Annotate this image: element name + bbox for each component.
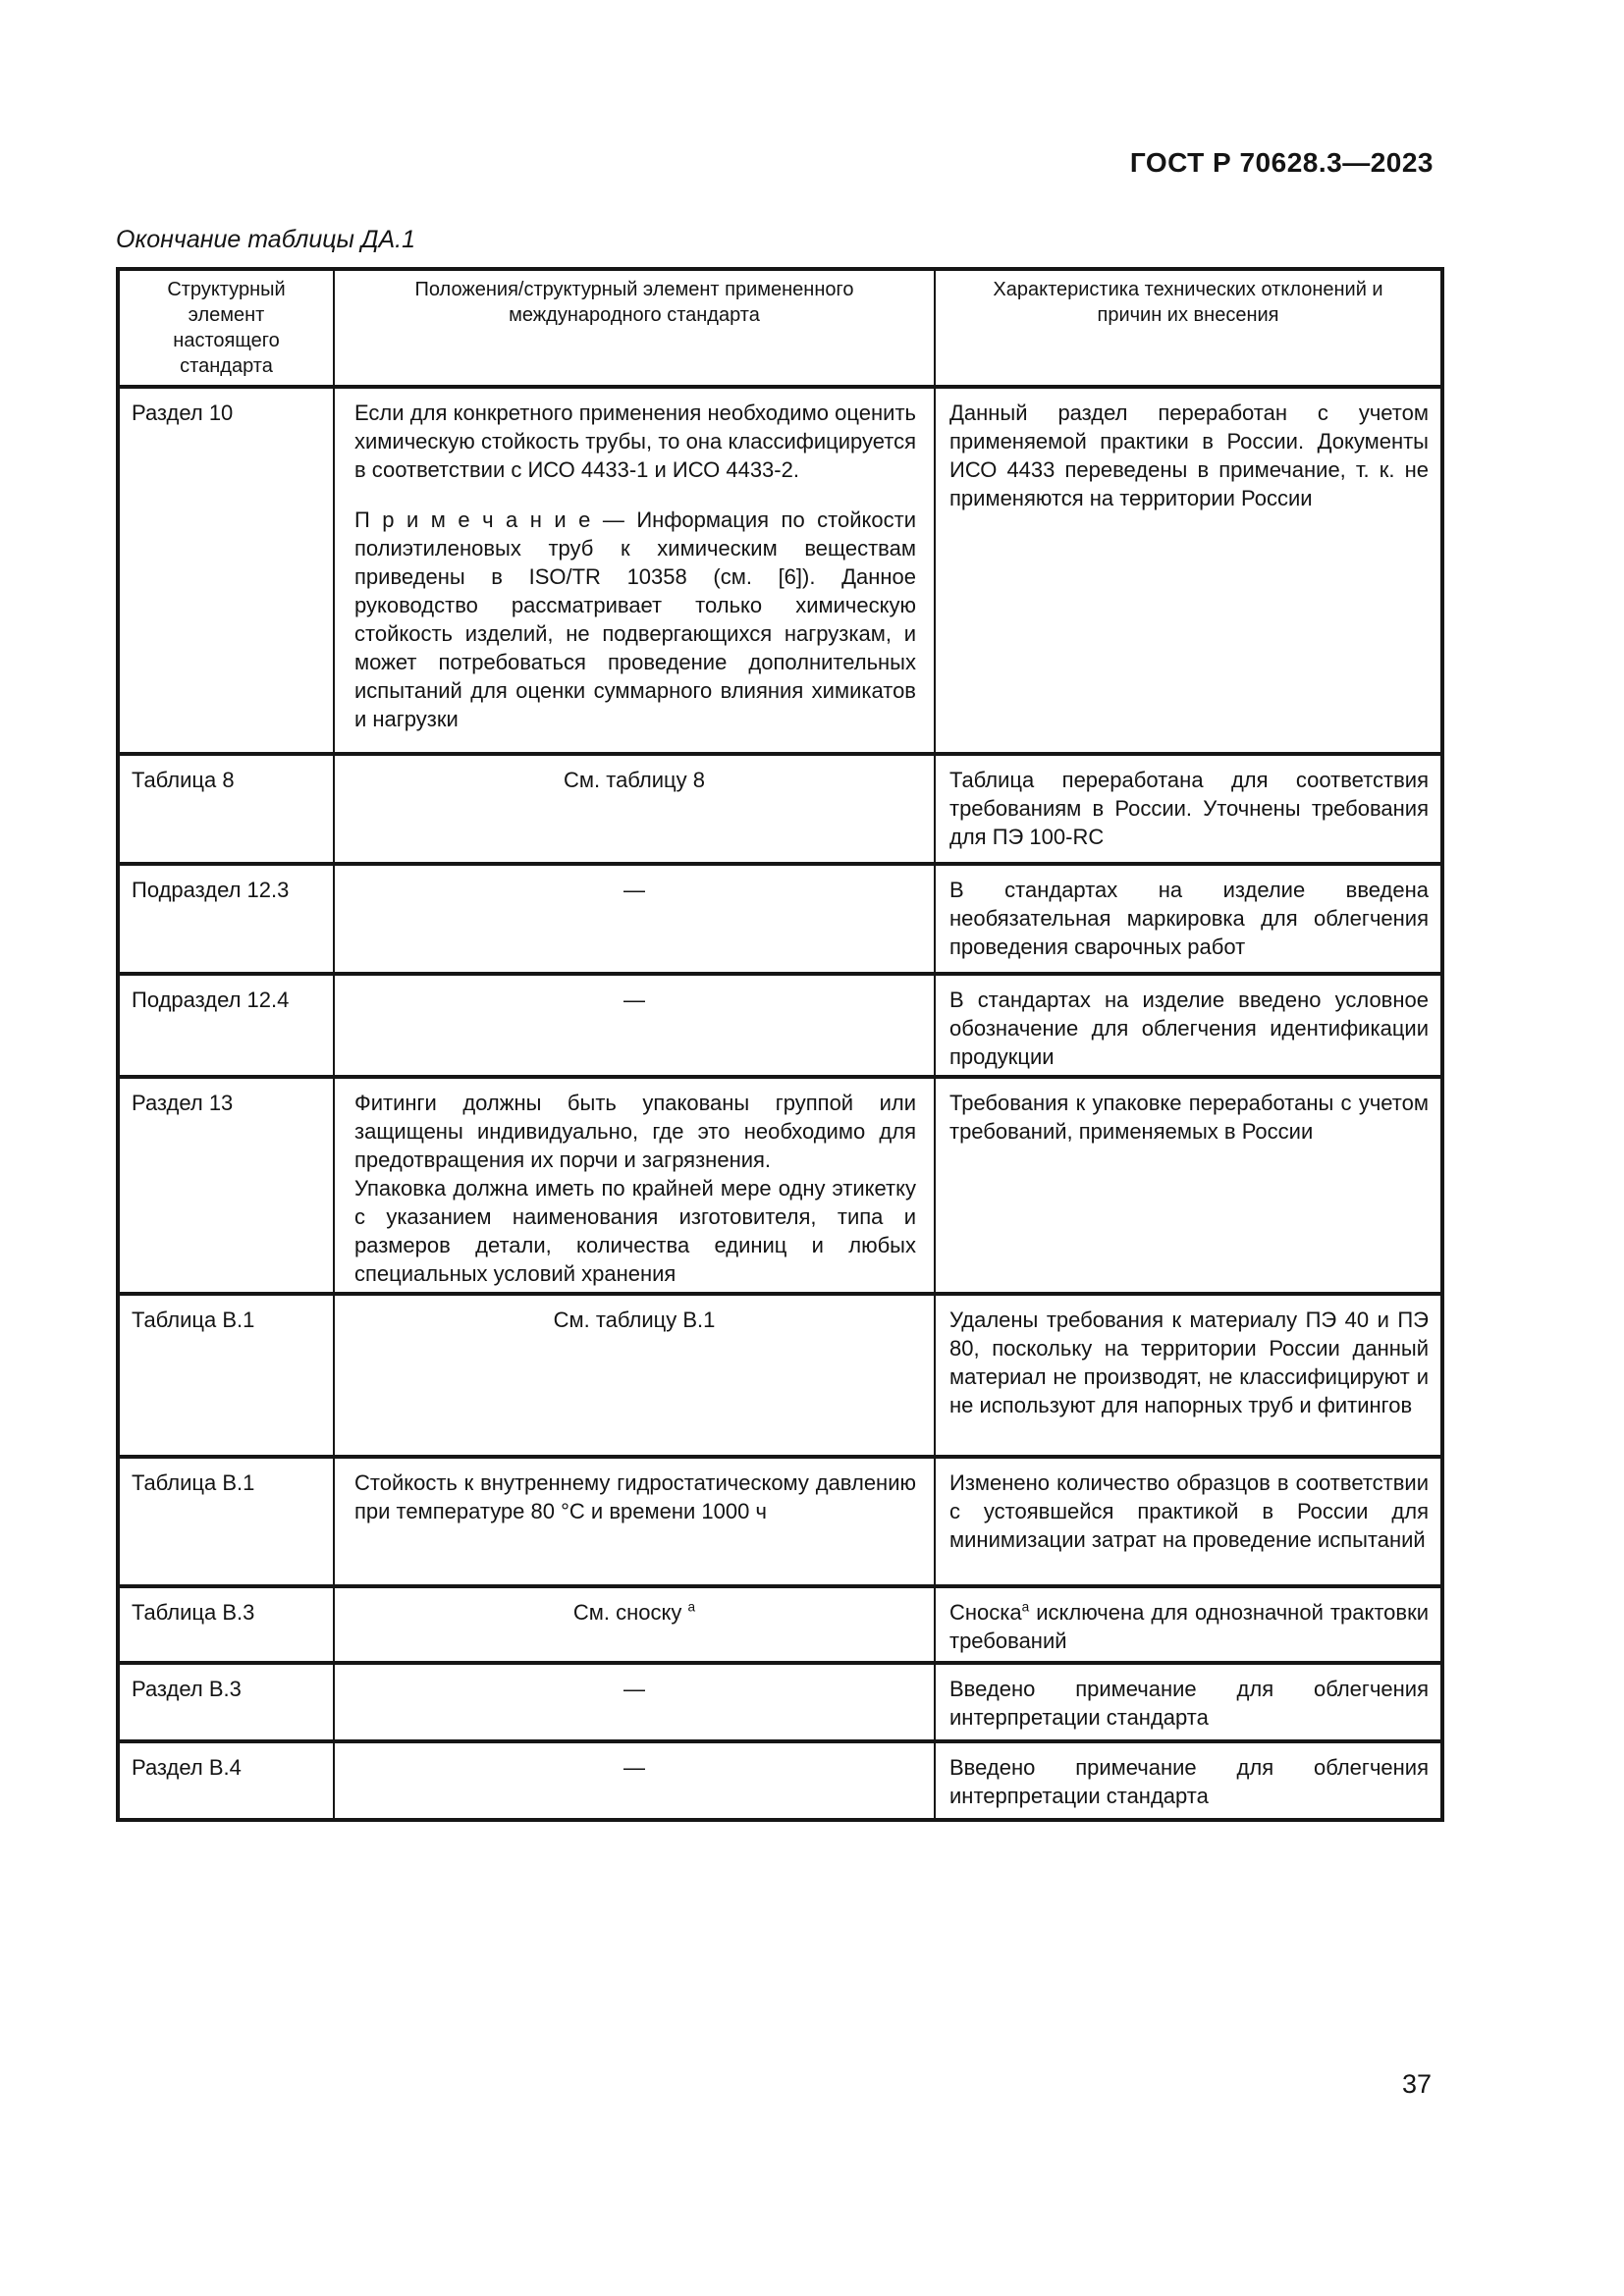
page-number: 37 [1401, 2069, 1432, 2099]
cell-provision [334, 387, 935, 754]
provision-note: П р и м е ч а н и е — Информация по стойкости полиэтиленовых труб к химическим веществам приведены в ISO/TR 10358 (см. [6]). Данное руководство рассматривает только химическую стойкость изделий, не подвергающихся нагрузкам, и может потребоваться проведение дополнительных испытаний для оценки суммарного влияния химикатов и нагрузки [354, 507, 916, 731]
table-row [118, 1077, 1442, 1294]
provision-text: См. сноску [572, 1600, 682, 1625]
table-row [118, 1741, 1442, 1820]
table-row [118, 1294, 1442, 1457]
provision-paragraph: Упаковка должна иметь по крайней мере одну этикетку с указанием наименования изготовителя, типа и размеров детали, количества единиц и любых специальных условий хранения [354, 1176, 916, 1286]
table-row [118, 1586, 1442, 1663]
cell-provision: См. таблицу В.1 [334, 1294, 935, 1457]
deviation-text: исключена для однозначной трактовки требований [949, 1600, 1429, 1653]
table-row [118, 974, 1442, 1077]
header-cell-structural-element: Структурный элемент настоящего стандарта [118, 269, 334, 387]
cell-element: Раздел 13 [118, 1077, 334, 1294]
footnote-marker: а [687, 1599, 696, 1615]
table-row [118, 754, 1442, 864]
table-row [118, 1663, 1442, 1741]
header-cell-provisions: Положения/структурный элемент примененного международного стандарта [334, 269, 935, 387]
cell-provision-dash: — [334, 1663, 935, 1741]
cell-deviation [935, 1586, 1442, 1663]
cell-provision-dash: — [334, 1741, 935, 1820]
table-header-row [118, 269, 1442, 387]
cell-element: Раздел 10 [118, 387, 334, 754]
cell-provision: См. таблицу 8 [334, 754, 935, 864]
cell-deviation: В стандартах на изделие введена необязательная маркировка для облегчения проведения сварочных работ [935, 864, 1442, 974]
cell-deviation: Требования к упаковке переработаны с учетом требований, применяемых в России [935, 1077, 1442, 1294]
deviation-text: Сноска [949, 1600, 1022, 1625]
table-row [118, 1457, 1442, 1586]
footnote-marker: а [1021, 1599, 1030, 1615]
appendix-table [116, 267, 1444, 1822]
cell-element: Таблица В.3 [118, 1586, 334, 1663]
cell-element: Таблица 8 [118, 754, 334, 864]
cell-provision: Стойкость к внутреннему гидростатическому давлению при температуре 80 °С и времени 1000 ч [334, 1457, 935, 1586]
cell-element: Таблица В.1 [118, 1457, 334, 1586]
header-cell-deviations: Характеристика технических отклонений и причин их внесения [935, 269, 1442, 387]
provision-paragraph: Если для конкретного применения необходимо оценить химическую стойкость трубы, то она классифицируется в соответствии с ИСО 4433-1 и ИСО 4433-2. [354, 400, 916, 482]
cell-deviation: В стандартах на изделие введено условное обозначение для облегчения идентификации продукции [935, 974, 1442, 1077]
cell-deviation: Таблица переработана для соответствия требованиям в России. Уточнены требования для ПЭ 100-RC [935, 754, 1442, 864]
table-row [118, 864, 1442, 974]
provision-paragraph: Фитинги должны быть упакованы группой или защищены индивидуально, где это необходимо для предотвращения их порчи и загрязнения. [354, 1091, 916, 1172]
cell-provision-dash: — [334, 974, 935, 1077]
cell-element: Таблица В.1 [118, 1294, 334, 1457]
cell-element: Раздел В.3 [118, 1663, 334, 1741]
table-row [118, 387, 1442, 754]
cell-deviation: Данный раздел переработан с учетом применяемой практики в России. Документы ИСО 4433 переведены в примечание, т. к. не применяются на территории России [935, 387, 1442, 754]
cell-element: Подраздел 12.3 [118, 864, 334, 974]
cell-element: Подраздел 12.4 [118, 974, 334, 1077]
cell-provision-dash: — [334, 864, 935, 974]
table-caption: Окончание таблицы ДА.1 [116, 226, 415, 253]
doc-code: ГОСТ Р 70628.3—2023 [1129, 147, 1434, 178]
cell-deviation: Удалены требования к материалу ПЭ 40 и ПЭ 80, поскольку на территории России данный материал не производят, не классифицируют и не используют для напорных труб и фитингов [935, 1294, 1442, 1457]
cell-provision [334, 1077, 935, 1294]
cell-deviation: Введено примечание для облегчения интерпретации стандарта [935, 1741, 1442, 1820]
cell-deviation: Введено примечание для облегчения интерпретации стандарта [935, 1663, 1442, 1741]
cell-deviation: Изменено количество образцов в соответствии с устоявшейся практикой в России для минимизации затрат на проведение испытаний [935, 1457, 1442, 1586]
cell-element: Раздел В.4 [118, 1741, 334, 1820]
cell-provision [334, 1586, 935, 1663]
appendix-table-wrap [116, 267, 1444, 1822]
